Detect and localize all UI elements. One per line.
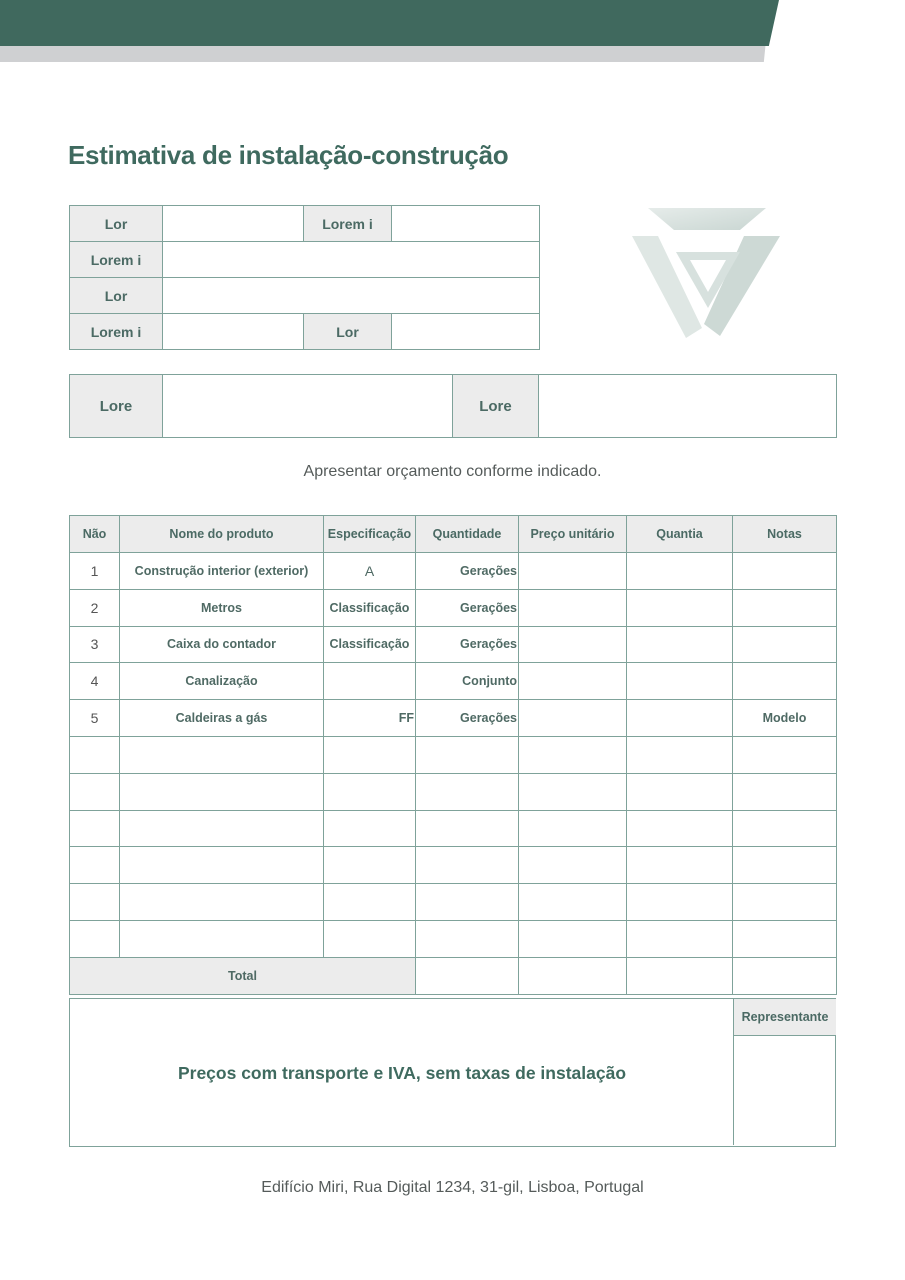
representative-column bbox=[733, 999, 836, 1145]
representative-label: Representante bbox=[734, 999, 836, 1036]
footer-box bbox=[69, 998, 836, 1147]
specification[interactable]: Classificação bbox=[324, 626, 416, 663]
triangle-logo-icon bbox=[628, 200, 780, 340]
column-header-product: Nome do produto bbox=[120, 516, 324, 553]
table-row bbox=[70, 589, 837, 626]
info-field[interactable] bbox=[392, 206, 540, 242]
column-header-unit-price: Preço unitário bbox=[519, 516, 627, 553]
empty-cell[interactable] bbox=[627, 773, 733, 810]
page-title: Estimativa de instalação-construção bbox=[68, 140, 509, 170]
pricing-note: Preços com transporte e IVA, sem taxas de instalação bbox=[177, 1063, 627, 1083]
amount[interactable] bbox=[627, 553, 733, 590]
empty-cell[interactable] bbox=[519, 884, 627, 921]
total-label: Total bbox=[70, 957, 416, 994]
specification[interactable]: Classificação bbox=[324, 589, 416, 626]
items-table bbox=[69, 515, 837, 995]
quantity[interactable]: Gerações bbox=[416, 626, 519, 663]
table-row-empty bbox=[70, 847, 837, 884]
row-number: 4 bbox=[70, 663, 120, 700]
notes[interactable] bbox=[733, 663, 837, 700]
quantity[interactable]: Gerações bbox=[416, 553, 519, 590]
unit-price[interactable] bbox=[519, 589, 627, 626]
table-row bbox=[70, 553, 837, 590]
empty-cell[interactable] bbox=[519, 920, 627, 957]
table-row bbox=[70, 700, 837, 737]
empty-cell[interactable] bbox=[627, 884, 733, 921]
info-field[interactable] bbox=[163, 314, 304, 350]
empty-cell[interactable] bbox=[627, 920, 733, 957]
empty-cell[interactable] bbox=[416, 847, 519, 884]
column-header-spec: Especificação bbox=[324, 516, 416, 553]
empty-cell[interactable] bbox=[733, 847, 837, 884]
empty-cell[interactable] bbox=[733, 810, 837, 847]
column-header-quantity: Quantidade bbox=[416, 516, 519, 553]
notes[interactable] bbox=[733, 589, 837, 626]
info-label: Lor bbox=[70, 206, 163, 242]
empty-cell[interactable] bbox=[324, 773, 416, 810]
amount[interactable] bbox=[627, 700, 733, 737]
product-name[interactable]: Canalização bbox=[120, 663, 324, 700]
header-green-band bbox=[0, 0, 779, 46]
table-row bbox=[70, 626, 837, 663]
quantity[interactable]: Conjunto bbox=[416, 663, 519, 700]
amount[interactable] bbox=[627, 663, 733, 700]
notes[interactable] bbox=[733, 626, 837, 663]
total-amount[interactable] bbox=[627, 957, 733, 994]
empty-cell[interactable] bbox=[70, 847, 120, 884]
empty-cell[interactable] bbox=[120, 736, 324, 773]
empty-cell[interactable] bbox=[519, 810, 627, 847]
empty-cell[interactable] bbox=[416, 920, 519, 957]
empty-cell[interactable] bbox=[519, 773, 627, 810]
empty-cell[interactable] bbox=[733, 736, 837, 773]
specification[interactable] bbox=[324, 663, 416, 700]
info-field[interactable] bbox=[392, 314, 540, 350]
total-quantity[interactable] bbox=[416, 957, 519, 994]
product-name[interactable]: Metros bbox=[120, 589, 324, 626]
product-name[interactable]: Caldeiras a gás bbox=[120, 700, 324, 737]
empty-cell[interactable] bbox=[70, 884, 120, 921]
unit-price[interactable] bbox=[519, 700, 627, 737]
table-row-empty bbox=[70, 810, 837, 847]
product-name[interactable]: Caixa do contador bbox=[120, 626, 324, 663]
empty-cell[interactable] bbox=[324, 736, 416, 773]
column-header-amount: Quantia bbox=[627, 516, 733, 553]
info-field[interactable] bbox=[163, 375, 453, 438]
product-name[interactable]: Construção interior (exterior) bbox=[120, 553, 324, 590]
company-address: Edifício Miri, Rua Digital 1234, 31-gil, Lisboa, Portugal bbox=[261, 1179, 644, 1196]
empty-cell[interactable] bbox=[627, 810, 733, 847]
info-field[interactable] bbox=[163, 242, 540, 278]
table-header-row bbox=[70, 516, 837, 553]
empty-cell[interactable] bbox=[70, 736, 120, 773]
specification[interactable]: FF bbox=[324, 700, 416, 737]
column-header-notes: Notas bbox=[733, 516, 837, 553]
info-label: Lor bbox=[304, 314, 392, 350]
info-label: Lor bbox=[70, 278, 163, 314]
empty-cell[interactable] bbox=[416, 810, 519, 847]
specification[interactable]: A bbox=[324, 553, 416, 590]
representative-signature-field[interactable] bbox=[734, 1036, 836, 1144]
empty-cell[interactable] bbox=[120, 847, 324, 884]
info-label: Lorem i bbox=[70, 314, 163, 350]
unit-price[interactable] bbox=[519, 626, 627, 663]
empty-cell[interactable] bbox=[627, 736, 733, 773]
column-header-no: Não bbox=[70, 516, 120, 553]
empty-cell[interactable] bbox=[120, 920, 324, 957]
empty-cell[interactable] bbox=[324, 920, 416, 957]
info-field[interactable] bbox=[163, 278, 540, 314]
row-number: 5 bbox=[70, 700, 120, 737]
info-label: Lorem i bbox=[304, 206, 392, 242]
empty-cell[interactable] bbox=[416, 736, 519, 773]
info-table-secondary bbox=[69, 374, 837, 438]
total-notes[interactable] bbox=[733, 957, 837, 994]
row-number: 1 bbox=[70, 553, 120, 590]
empty-cell[interactable] bbox=[70, 920, 120, 957]
empty-cell[interactable] bbox=[416, 773, 519, 810]
table-row-empty bbox=[70, 884, 837, 921]
empty-cell[interactable] bbox=[733, 773, 837, 810]
info-label: Lorem i bbox=[70, 242, 163, 278]
quantity[interactable]: Gerações bbox=[416, 700, 519, 737]
instruction-note: Apresentar orçamento conforme indicado. bbox=[303, 463, 602, 480]
empty-cell[interactable] bbox=[70, 810, 120, 847]
empty-cell[interactable] bbox=[627, 847, 733, 884]
info-field[interactable] bbox=[163, 206, 304, 242]
empty-cell[interactable] bbox=[120, 884, 324, 921]
row-number: 3 bbox=[70, 626, 120, 663]
empty-cell[interactable] bbox=[120, 810, 324, 847]
info-label: Lore bbox=[70, 375, 163, 438]
total-unit-price[interactable] bbox=[519, 957, 627, 994]
quantity[interactable]: Gerações bbox=[416, 589, 519, 626]
empty-cell[interactable] bbox=[324, 810, 416, 847]
empty-cell[interactable] bbox=[120, 773, 324, 810]
unit-price[interactable] bbox=[519, 553, 627, 590]
empty-cell[interactable] bbox=[416, 884, 519, 921]
total-row bbox=[70, 957, 837, 994]
table-row bbox=[70, 663, 837, 700]
notes[interactable] bbox=[733, 553, 837, 590]
table-row-empty bbox=[70, 773, 837, 810]
row-number: 2 bbox=[70, 589, 120, 626]
info-table bbox=[69, 205, 540, 350]
empty-cell[interactable] bbox=[324, 847, 416, 884]
unit-price[interactable] bbox=[519, 663, 627, 700]
notes[interactable]: Modelo bbox=[733, 700, 837, 737]
amount[interactable] bbox=[627, 589, 733, 626]
empty-cell[interactable] bbox=[733, 920, 837, 957]
empty-cell[interactable] bbox=[324, 884, 416, 921]
info-field[interactable] bbox=[539, 375, 837, 438]
empty-cell[interactable] bbox=[733, 884, 837, 921]
empty-cell[interactable] bbox=[519, 736, 627, 773]
table-row-empty bbox=[70, 736, 837, 773]
empty-cell[interactable] bbox=[519, 847, 627, 884]
table-row-empty bbox=[70, 920, 837, 957]
empty-cell[interactable] bbox=[70, 773, 120, 810]
info-label: Lore bbox=[453, 375, 539, 438]
amount[interactable] bbox=[627, 626, 733, 663]
